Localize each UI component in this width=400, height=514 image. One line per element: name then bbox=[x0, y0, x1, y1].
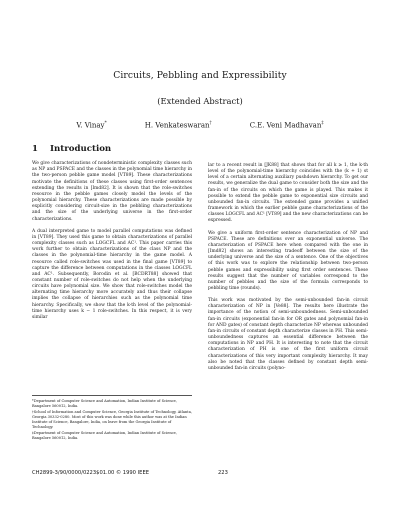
author: C.E. Veni Madhavan‡ bbox=[249, 121, 324, 130]
paragraph: We give a uniform first-order sentence characterization of NP and PSPACE. These are definitions over an exponential universe. The characterization of PSPACE here when compared with the one in [Imd82] shows an interesting tradeoff between the size of the underlying universe and the size of a sentence. One of the objectives of this work was to explore the relationship between two-person pebble games and expressibility using first order sentences. These results suggest that the number of variables correspond to the number of pebbles and the size of the formula corresponds to pebbling time (rounds). bbox=[208, 230, 368, 291]
footnote: *Department of Computer Science and Automation, Indian Institute of Science, Bangalore 560012, India. bbox=[32, 399, 177, 408]
left-column bbox=[32, 146, 192, 327]
paragraph: We give characterizations of nondeterministic complexity classes such as NP and PSPACE and the classes in the polynomial time hierarchy in the two-person pebble game model [VT89]. These characterizations motivate the definitions of these classes using first-order sentences extending the results in [Imd82]. It is shown that the role-switches resource in the pebble games closely model the levels of the polynomial hierarchy. These characterizations are made possible by explicitly considering circuit-size in the pebbling characterizations and the size of the underlying universe in the first-order characterizations. bbox=[32, 161, 192, 222]
footnote: †School of Information and Computer Science, Georgia Institute of Technology, Atlanta, Georgia 30332-0280. Most of this work was done while this author was at the Indian Institute of Science, Bangalore, India, on leave from the Georgia Institute of Technology. bbox=[32, 410, 193, 429]
section-title: Introduction bbox=[49, 144, 112, 154]
paragraph: This work was motivated by the semi-unbounded fan-in circuit characterization of NP in [Ve88]. The results here illustrate the importance of the notion of semi-unboundedness. Semi-unbounded fan-in circuits (exponential fan-in for OR gates and polynomial fan-in for AND gates) of constant depth characterize NP whereas unbounded fan-in circuits of constant depth characterize classes in PH. This semi-unboundedness captures an essential difference between the computations in NP and PH. It is interesting to note that the circuit characterization of PH is one of the first uniform circuit characterizations of this very important complexity hierarchy. It may also be noted that the classes defined by constant depth semi-unbounded fan-in circuits (polyno- bbox=[208, 298, 368, 371]
paper-title: Circuits, Pebbling and Expressibility bbox=[113, 70, 287, 81]
paragraph: A dual interpreted game to model parallel computations was defined in [VT89]. They used this game to obtain characterizations of parallel complexity classes such as LOGCFL and AC¹. This paper carries this work further to obtain characterizations of the class NP and the classes in the polynomial-time hierarchy in the game model. A resource called role-switches was used in the final game [VT89] to capture the difference between computations in the classes LOGCFL and AC¹. Subsequently, Borodin et al. [BCDRT88] showed that constant number of role-switches do not help when the underlying circuits have polynomial size. We show that role-switches model the alternating time hierarchy more accurately and thus their collapse implies the collapse of hierarchies such as the polynomial time hierarchy. Specifically, we show that the k-th level of the polynomial-time hierarchy uses k − 1 role-switches. In this respect, it is very similar bbox=[32, 228, 192, 320]
author: H. Venkateswaran† bbox=[144, 121, 212, 130]
section-heading bbox=[32, 146, 192, 152]
footnotes bbox=[32, 395, 192, 442]
author-list bbox=[0, 121, 400, 129]
author: V. Vinay* bbox=[76, 121, 107, 130]
paper-subtitle: (Extended Abstract) bbox=[157, 96, 243, 106]
right-column bbox=[208, 163, 368, 378]
page-number: 223 bbox=[218, 470, 228, 476]
paragraph: lar to a recent result in [JK88] that shows that for all k ≥ 1, the k-th level of the polynomial-time hierarchy coincides with the (k + 1) st level of a certain alternating auxiliary pushdown hierarchy. To get our results, we generalize the dual game to consider both the size and the fan-in of the circuits on which the game is played. This makes it possible to extend the pebble game to exponential size circuits and unbounded fan-in circuits. The extended game provides a unified framework in which the earlier pebble game characterizations of the classes LOGCFL and AC¹ [VT89] and the new characterizations can be expressed. bbox=[208, 163, 368, 224]
footnote: ‡Department of Computer Science and Automation, Indian Institute of Science, Bangalore 560012, India. bbox=[32, 431, 177, 440]
copyright-code: CH2899-3/90/0000/0223$01.00 © 1990 IEEE bbox=[32, 470, 149, 476]
section-number: 1 bbox=[32, 144, 38, 154]
